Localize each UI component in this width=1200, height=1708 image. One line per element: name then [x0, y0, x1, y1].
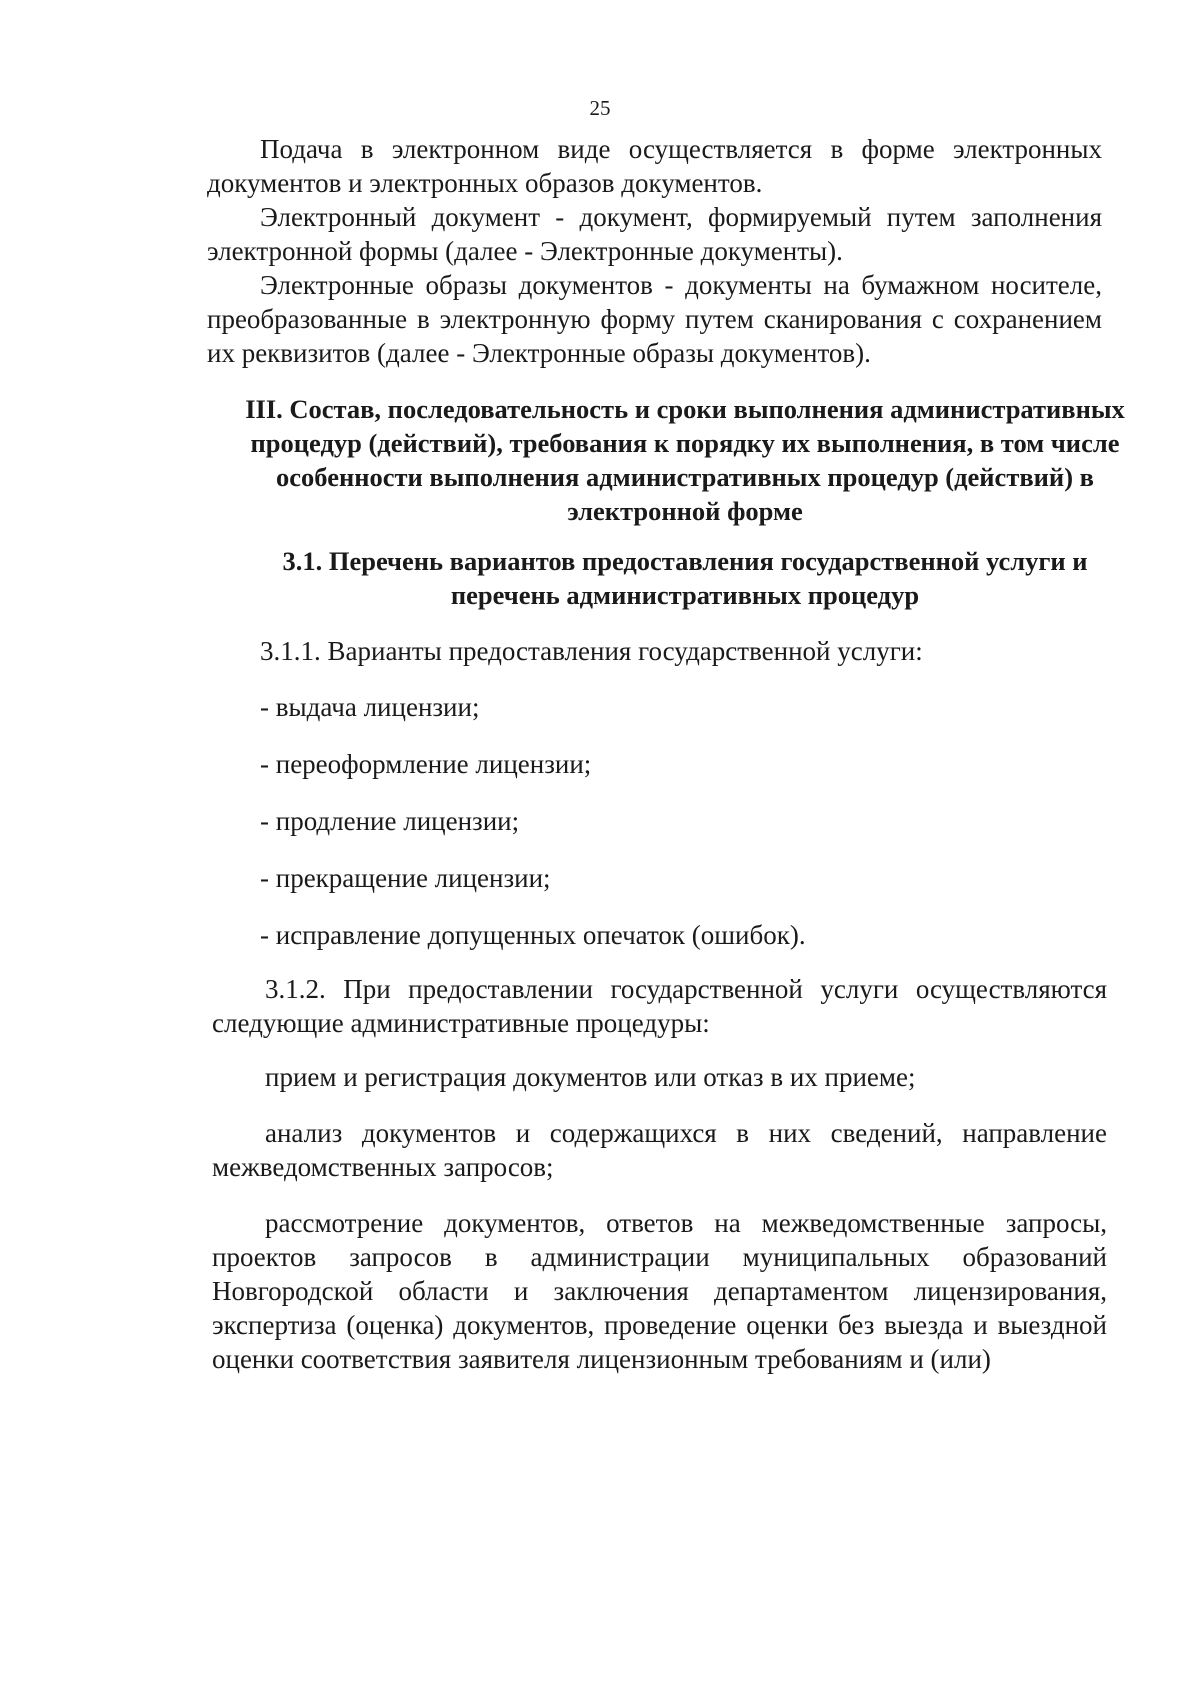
section-heading: III. Состав, последовательность и сроки выполнения административных процедур (действий), требования к порядку их выполнения, в том числе особенности выполнения административных процедур (действий) в электронной форме [245, 394, 1125, 526]
procedure-item: прием и регистрация документов или отказ в их приеме; [265, 1062, 916, 1092]
paragraph-electronic-images: Электронные образы документов - документы на бумажном носителе, преобразованные в электронную форму путем сканирования с сохранением их реквизитов (далее - Электронные образы документов). [207, 270, 1102, 368]
procedure-item: анализ документов и содержащихся в них сведений, направление межведомственных запросов; [212, 1118, 1107, 1182]
clause-3-1-1: 3.1.1. Варианты предоставления государственной услуги: [260, 636, 923, 666]
paragraph-submission: Подача в электронном виде осуществляется в форме электронных документов и электронных образов документов. [207, 134, 1102, 198]
clause-3-1-2: 3.1.2. При предоставлении государственной услуги осуществляются следующие административные процедуры: [212, 974, 1107, 1038]
subsection-heading: 3.1. Перечень вариантов предоставления государственной услуги и перечень административных процедур [282, 546, 1088, 610]
list-item: - исправление допущенных опечаток (ошибок). [260, 920, 806, 950]
procedure-item: рассмотрение документов, ответов на межведомственные запросы, проектов запросов в администрации муниципальных образований Новгородской области и заключения департаментом лицензирования, экспертиза (оценка) документов, проведение оценки без выезда и выездной оценки соответствия заявителя лицензионным требованиям и (или) [212, 1208, 1107, 1374]
list-item: - прекращение лицензии; [260, 863, 551, 893]
paragraph-electronic-document: Электронный документ - документ, формируемый путем заполнения электронной формы (далее - Электронные документы). [207, 202, 1102, 266]
list-item: - переоформление лицензии; [260, 749, 592, 779]
page-number: 25 [589, 96, 611, 120]
list-item: - выдача лицензии; [260, 692, 480, 722]
list-item: - продление лицензии; [260, 806, 520, 836]
